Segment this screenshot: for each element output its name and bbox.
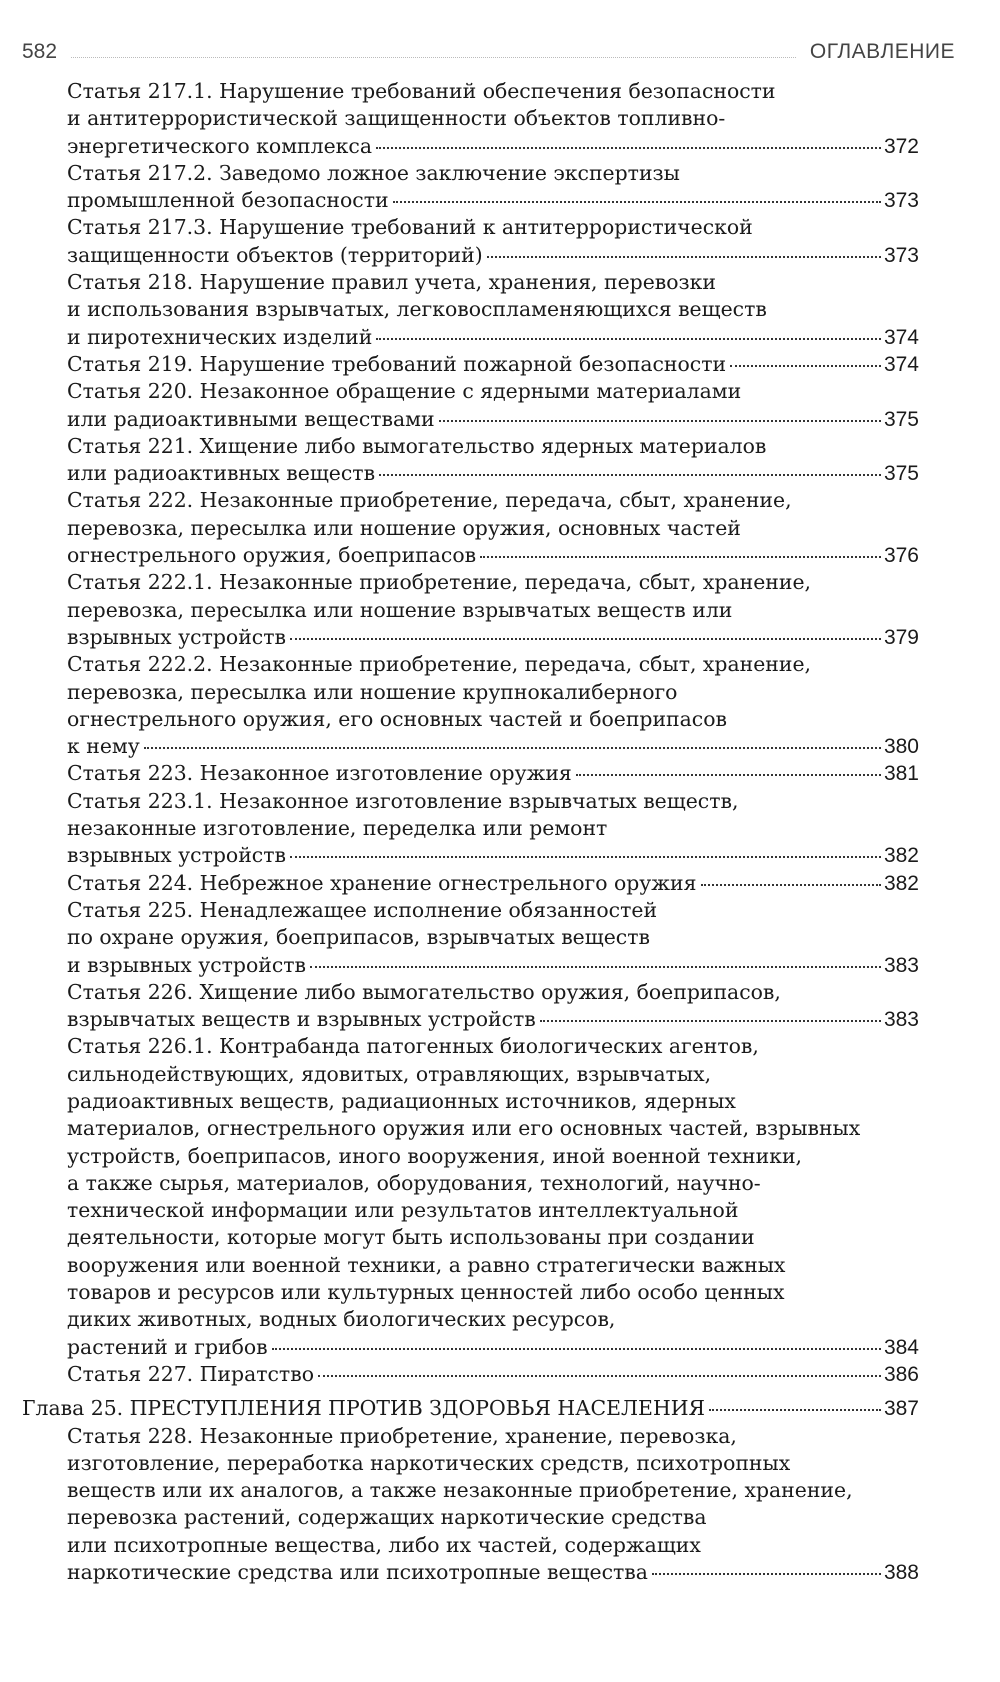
toc-page-number: 382 [883,871,919,895]
toc-line [67,1170,919,1197]
toc-page-number: 375 [883,407,919,431]
toc-page-number: 380 [883,735,919,759]
toc-article-entry [0,351,919,378]
toc-line [67,351,919,378]
toc-line [67,1088,919,1115]
toc-line-text: перевозка растений, содержащих наркотические средства [67,1505,707,1530]
toc-line [67,815,919,842]
toc-page-number: 382 [883,844,919,868]
toc-line [67,870,919,897]
toc-article-entry [0,897,919,979]
toc-article-entry [0,569,919,651]
toc-line [67,788,919,815]
toc-line [67,760,919,787]
toc-line [67,433,919,460]
toc-line-text: Статья 224. Небрежное хранение огнестрельного оружия [67,870,697,895]
toc-line [67,160,919,187]
toc-line [67,1477,919,1504]
toc-article-entry [0,651,919,760]
toc-line [67,1361,919,1388]
toc-line-text: Статья 226. Хищение либо вымогательство оружия, боеприпасов, [67,979,781,1004]
toc-line-text: Статья 219. Нарушение требований пожарной безопасности [67,351,727,376]
leader-dots [376,338,881,340]
toc-line-text: перевозка, пересылка или ношение крупнокалиберного [67,679,678,704]
toc-line-text: Статья 226.1. Контрабанда патогенных биологических агентов, [67,1034,759,1059]
toc-line [67,842,919,869]
toc-line-text: сильнодействующих, ядовитых, отравляющих, взрывчатых, [67,1061,712,1086]
toc-page-number: 375 [883,462,919,486]
toc-article-entry [0,760,919,787]
toc-line-text: вооружения или военной техники, а равно стратегически важных [67,1252,786,1277]
toc-line [67,952,919,979]
toc-line [67,406,919,433]
toc-line-text: взрывчатых веществ и взрывных устройств [67,1007,536,1032]
toc-line-text: Статья 223.1. Незаконное изготовление взрывчатых веществ, [67,788,739,813]
toc-line-text: растений и грибов [67,1334,268,1359]
toc-chapter-entry [0,1395,919,1422]
toc-line-text: по охране оружия, боеприпасов, взрывчатых веществ [67,925,650,950]
toc-line [67,1224,919,1251]
toc-page-number: 374 [883,352,919,376]
toc-line [67,1306,919,1333]
toc-line [67,1006,919,1033]
toc-article-entry [0,1423,919,1587]
toc-line-text: энергетического комплекса [67,133,372,158]
toc-line [67,187,919,214]
page-header [22,30,955,64]
toc-line-text: технической информации или результатов интеллектуальной [67,1198,739,1223]
toc-line [67,487,919,514]
toc-line-text: изготовление, переработка наркотических средств, психотропных [67,1450,791,1475]
toc-page-number: 372 [883,134,919,158]
leader-dots [290,856,881,858]
toc-line-text: диких животных, водных биологических ресурсов, [67,1307,616,1332]
toc-page-number: 374 [883,325,919,349]
toc-article-entry [0,979,919,1034]
toc-line [67,569,919,596]
toc-article-entry [0,487,919,569]
leader-dots [652,1573,881,1575]
toc-article-entry [0,78,919,160]
leader-dots [144,747,881,749]
toc-line [67,979,919,1006]
toc-page-number: 384 [883,1335,919,1359]
toc-line [67,296,919,323]
toc-line-text: или радиоактивными веществами [67,406,435,431]
leader-dots [376,147,881,149]
toc-line [67,1033,919,1060]
toc-line-text: Статья 220. Незаконное обращение с ядерными материалами [67,379,742,404]
toc-page-number: 373 [883,243,919,267]
toc-line [67,105,919,132]
running-title: ОГЛАВЛЕНИЕ [809,40,955,63]
toc-line-text: Статья 217.3. Нарушение требований к антитеррористической [67,215,753,240]
toc-line [67,214,919,241]
toc-line [67,542,919,569]
toc-line [67,1504,919,1531]
toc-line-text: и пиротехнических изделий [67,324,373,349]
toc-line-text: Статья 217.1. Нарушение требований обеспечения безопасности [67,79,776,103]
toc-line-text: промышленной безопасности [67,188,389,213]
toc-line [67,324,919,351]
leader-dots [290,638,881,640]
leader-dots [393,201,881,203]
toc-line-text: и взрывных устройств [67,952,307,977]
toc-line-text: материалов, огнестрельного оружия или его основных частей, взрывных [67,1116,861,1141]
toc-line-text: и использования взрывчатых, легковоспламеняющихся веществ [67,297,767,322]
page-number: 582 [22,40,58,63]
toc-article-entry [0,433,919,488]
toc-line-text: деятельности, которые могут быть использованы при создании [67,1225,755,1250]
toc-line-text: веществ или их аналогов, а также незаконные приобретение, хранение, [67,1478,853,1503]
toc-line [67,1143,919,1170]
toc-line-text: или радиоактивных веществ [67,461,376,486]
toc-line-text: Статья 217.2. Заведомо ложное заключение экспертизы [67,160,680,185]
toc-line [67,597,919,624]
toc-line [67,624,919,651]
toc-line [67,460,919,487]
toc-line-text: радиоактивных веществ, радиационных источников, ядерных [67,1088,736,1113]
toc-line-text: и антитеррористической защищенности объектов топливно- [67,106,726,131]
toc-line-text: перевозка, пересылка или ношение взрывчатых веществ или [67,597,733,622]
leader-dots [540,1020,881,1022]
leader-dots [709,1409,881,1411]
toc-line [67,679,919,706]
toc-line-text: перевозка, пересылка или ношение оружия, основных частей [67,515,741,540]
toc-page-number: 376 [883,544,919,568]
table-of-contents [0,78,1000,1586]
toc-page-number: 388 [883,1561,919,1585]
toc-line-text: а также сырья, материалов, оборудования, технологий, научно- [67,1170,761,1195]
toc-line [67,897,919,924]
toc-line-text: взрывных устройств [67,624,286,649]
toc-line [67,924,919,951]
toc-page-number: 383 [883,1008,919,1032]
toc-line-text: Статья 223. Незаконное изготовление оружия [67,761,572,786]
toc-line [67,1334,919,1361]
toc-article-entry [0,160,919,215]
leader-dots [318,1375,881,1377]
toc-line-text: Статья 221. Хищение либо вымогательство ядерных материалов [67,433,767,458]
toc-line [67,706,919,733]
toc-article-entry [0,1361,919,1388]
toc-line-text: Статья 228. Незаконные приобретение, хранение, перевозка, [67,1423,737,1448]
leader-dots [730,365,881,367]
leader-dots [701,884,881,886]
toc-line [67,1559,919,1586]
toc-article-entry [0,378,919,433]
leader-dots [487,256,881,258]
leader-dots [480,556,881,558]
toc-line [67,651,919,678]
toc-line [67,1450,919,1477]
toc-page-number: 381 [883,762,919,786]
toc-page-number: 379 [883,625,919,649]
toc-line [67,515,919,542]
toc-line [67,78,919,105]
toc-article-entry [0,214,919,269]
toc-line [67,1279,919,1306]
toc-line-text: огнестрельного оружия, его основных частей и боеприпасов [67,706,727,731]
toc-line-text: товаров и ресурсов или культурных ценностей либо особо ценных [67,1280,785,1305]
toc-line [67,733,919,760]
toc-line-text: взрывных устройств [67,843,286,868]
toc-line [67,1197,919,1224]
toc-line-text: Статья 222. Незаконные приобретение, передача, сбыт, хранение, [67,488,792,513]
toc-line [67,1423,919,1450]
toc-line [67,1252,919,1279]
toc-line [67,1532,919,1559]
toc-line [67,1061,919,1088]
toc-line-text: Статья 227. Пиратство [67,1361,314,1386]
leader-dots [310,966,881,968]
toc-line-text: незаконные изготовление, переделка или ремонт [67,816,608,841]
leader-dots [576,774,881,776]
toc-line-text: или психотропные вещества, либо их частей, содержащих [67,1532,701,1557]
toc-line-text: Статья 222.2. Незаконные приобретение, передача, сбыт, хранение, [67,652,812,677]
toc-line-text: устройств, боеприпасов, иного вооружения, иной военной техники, [67,1143,803,1168]
toc-line [67,378,919,405]
toc-line-text: Статья 225. Ненадлежащее исполнение обязанностей [67,897,658,922]
toc-line [67,242,919,269]
toc-line-text: Глава 25. ПРЕСТУПЛЕНИЯ ПРОТИВ ЗДОРОВЬЯ НАСЕЛЕНИЯ [22,1396,705,1421]
toc-line-text: защищенности объектов (территорий) [67,242,483,267]
leader-dots [379,474,881,476]
toc-page-number: 386 [883,1362,919,1386]
toc-article-entry [0,1033,919,1361]
toc-line [67,1115,919,1142]
toc-line-text: к нему [67,734,140,759]
toc-line [67,269,919,296]
toc-page-number: 387 [883,1397,919,1421]
leader-dots [439,420,881,422]
leader-dots [272,1348,881,1350]
toc-line-text: Статья 218. Нарушение правил учета, хранения, перевозки [67,270,717,295]
toc-line-text: огнестрельного оружия, боеприпасов [67,543,477,568]
toc-page-number: 373 [883,189,919,213]
toc-article-entry [0,269,919,351]
header-rule [71,57,796,58]
toc-page-number: 383 [883,953,919,977]
toc-line-text: Статья 222.1. Незаконные приобретение, передача, сбыт, хранение, [67,570,812,595]
toc-line [22,1395,919,1422]
toc-article-entry [0,870,919,897]
toc-article-entry [0,788,919,870]
toc-line-text: наркотические средства или психотропные вещества [67,1560,648,1585]
toc-line [67,133,919,160]
